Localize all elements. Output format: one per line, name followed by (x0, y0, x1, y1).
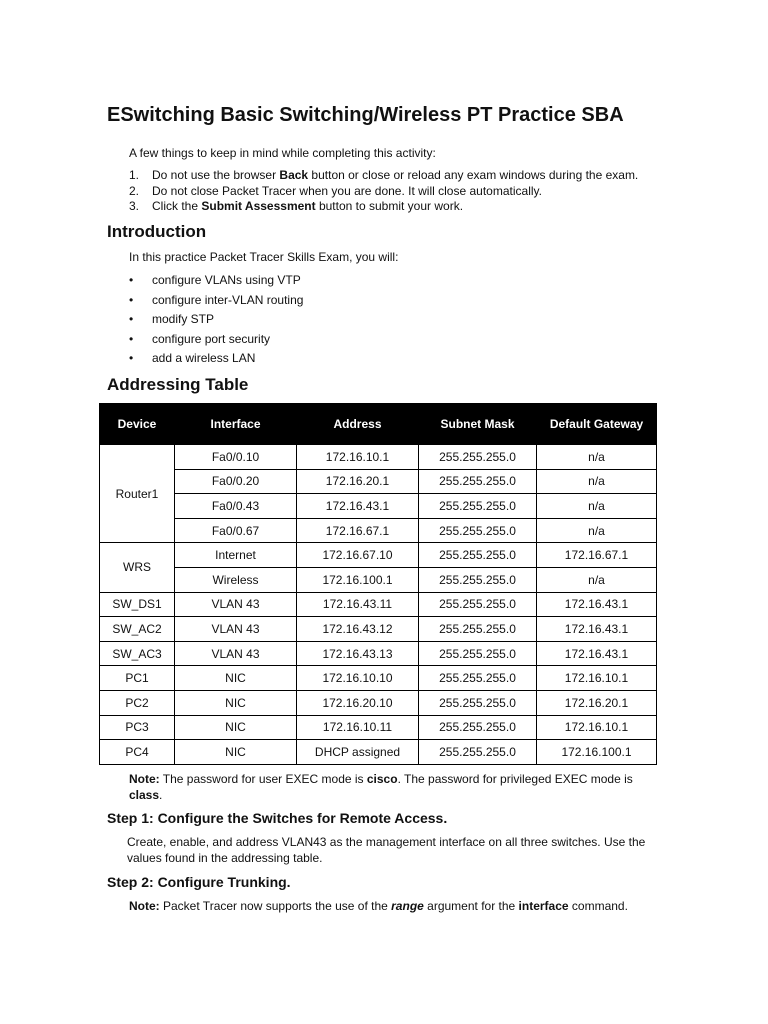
address-cell: 172.16.10.10 (297, 666, 419, 691)
device-cell: SW_AC3 (100, 641, 175, 666)
subnet-mask-cell: 255.255.255.0 (419, 592, 537, 617)
reminder-intro: A few things to keep in mind while completing this activity: (129, 146, 436, 160)
bullet-icon: • (129, 292, 134, 307)
column-header: Address (297, 404, 419, 445)
step1-body: Create, enable, and address VLAN43 as the management interface on all three switches. Use the values found in the addressing table. (127, 835, 646, 865)
subnet-mask-cell: 255.255.255.0 (419, 494, 537, 519)
gateway-cell: n/a (537, 518, 657, 543)
interface-cell: VLAN 43 (175, 592, 297, 617)
address-cell: DHCP assigned (297, 740, 419, 765)
address-cell: 172.16.43.13 (297, 641, 419, 666)
device-cell: PC4 (100, 740, 175, 765)
gateway-cell: n/a (537, 469, 657, 494)
list-item: • configure VLANs using VTP (129, 273, 301, 287)
step2-heading: Step 2: Configure Trunking. (107, 874, 291, 890)
device-cell: SW_DS1 (100, 592, 175, 617)
subnet-mask-cell: 255.255.255.0 (419, 715, 537, 740)
objectives-list (129, 272, 303, 370)
list-number: 3. (129, 199, 140, 213)
subnet-mask-cell: 255.255.255.0 (419, 666, 537, 691)
list-item: • add a wireless LAN (129, 351, 256, 366)
table-row (100, 740, 657, 765)
interface-cell: Fa0/0.10 (175, 445, 297, 470)
list-number: 1. (129, 168, 140, 182)
list-item: • configure inter-VLAN routing (129, 292, 304, 307)
list-item: • configure port security (129, 331, 271, 346)
subnet-mask-cell: 255.255.255.0 (419, 641, 537, 666)
address-cell: 172.16.67.1 (297, 518, 419, 543)
table-row (100, 567, 657, 592)
introduction-heading: Introduction (107, 222, 207, 241)
device-cell: SW_AC2 (100, 617, 175, 642)
column-header: Interface (175, 404, 297, 445)
subnet-mask-cell: 255.255.255.0 (419, 617, 537, 642)
gateway-cell: 172.16.20.1 (537, 690, 657, 715)
gateway-cell: 172.16.43.1 (537, 592, 657, 617)
interface-cell: NIC (175, 690, 297, 715)
device-cell: PC1 (100, 666, 175, 691)
table-row (100, 592, 657, 617)
subnet-mask-cell: 255.255.255.0 (419, 543, 537, 568)
interface-cell: Fa0/0.43 (175, 494, 297, 519)
gateway-cell: 172.16.43.1 (537, 617, 657, 642)
gateway-cell: 172.16.100.1 (537, 740, 657, 765)
address-cell: 172.16.100.1 (297, 567, 419, 592)
table-row (100, 690, 657, 715)
interface-cell: NIC (175, 666, 297, 691)
interface-cell: NIC (175, 740, 297, 765)
address-cell: 172.16.67.10 (297, 543, 419, 568)
list-number: 2. (129, 183, 140, 198)
address-cell: 172.16.10.11 (297, 715, 419, 740)
gateway-cell: 172.16.43.1 (537, 641, 657, 666)
device-cell: Router1 (100, 445, 175, 543)
interface-cell: Fa0/0.67 (175, 518, 297, 543)
column-header: Device (100, 404, 175, 445)
bullet-icon: • (129, 351, 134, 366)
address-cell: 172.16.43.1 (297, 494, 419, 519)
gateway-cell: 172.16.67.1 (537, 543, 657, 568)
addressing-table-body (100, 445, 657, 765)
device-cell: PC3 (100, 715, 175, 740)
bullet-icon: • (129, 331, 134, 346)
bullet-icon: • (129, 273, 134, 287)
reminder-item: 2. Do not close Packet Tracer when you are done. It will close automatically. (129, 183, 542, 198)
device-cell: PC2 (100, 690, 175, 715)
gateway-cell: n/a (537, 567, 657, 592)
table-row (100, 494, 657, 519)
page-title: ESwitching Basic Switching/Wireless PT Practice SBA (107, 104, 624, 126)
subnet-mask-cell: 255.255.255.0 (419, 469, 537, 494)
table-row (100, 543, 657, 568)
bullet-icon: • (129, 312, 134, 327)
subnet-mask-cell: 255.255.255.0 (419, 690, 537, 715)
table-row (100, 715, 657, 740)
table-row (100, 445, 657, 470)
interface-cell: NIC (175, 715, 297, 740)
address-cell: 172.16.43.11 (297, 592, 419, 617)
subnet-mask-cell: 255.255.255.0 (419, 518, 537, 543)
interface-cell: VLAN 43 (175, 617, 297, 642)
reminder-item: 3. Click the Submit Assessment button to submit your work. (129, 199, 464, 213)
address-cell: 172.16.20.10 (297, 690, 419, 715)
table-row (100, 469, 657, 494)
column-header: Subnet Mask (419, 404, 537, 445)
interface-cell: VLAN 43 (175, 641, 297, 666)
password-note: Note: The password for user EXEC mode is cisco. The password for privileged EXEC mode is class. (129, 772, 633, 802)
table-row (100, 666, 657, 691)
address-cell: 172.16.10.1 (297, 445, 419, 470)
gateway-cell: 172.16.10.1 (537, 666, 657, 691)
table-row (100, 617, 657, 642)
subnet-mask-cell: 255.255.255.0 (419, 740, 537, 765)
introduction-lead: In this practice Packet Tracer Skills Exam, you will: (129, 250, 399, 264)
table-row (100, 518, 657, 543)
list-item: • modify STP (129, 312, 215, 327)
address-cell: 172.16.20.1 (297, 469, 419, 494)
reminder-list (129, 168, 638, 215)
step1-heading: Step 1: Configure the Switches for Remote Access. (107, 810, 448, 826)
addressing-heading: Addressing Table (107, 375, 249, 394)
device-cell: WRS (100, 543, 175, 592)
address-cell: 172.16.43.12 (297, 617, 419, 642)
step2-note: Note: Packet Tracer now supports the use of the range argument for the interface command. (129, 899, 628, 913)
addressing-table (99, 403, 657, 765)
table-header-row (100, 404, 657, 445)
gateway-cell: 172.16.10.1 (537, 715, 657, 740)
gateway-cell: n/a (537, 494, 657, 519)
interface-cell: Fa0/0.20 (175, 469, 297, 494)
interface-cell: Wireless (175, 567, 297, 592)
subnet-mask-cell: 255.255.255.0 (419, 567, 537, 592)
reminder-item: 1. Do not use the browser Back button or close or reload any exam windows during the exam. (129, 168, 639, 182)
interface-cell: Internet (175, 543, 297, 568)
subnet-mask-cell: 255.255.255.0 (419, 445, 537, 470)
gateway-cell: n/a (537, 445, 657, 470)
column-header: Default Gateway (537, 404, 657, 445)
table-row (100, 641, 657, 666)
